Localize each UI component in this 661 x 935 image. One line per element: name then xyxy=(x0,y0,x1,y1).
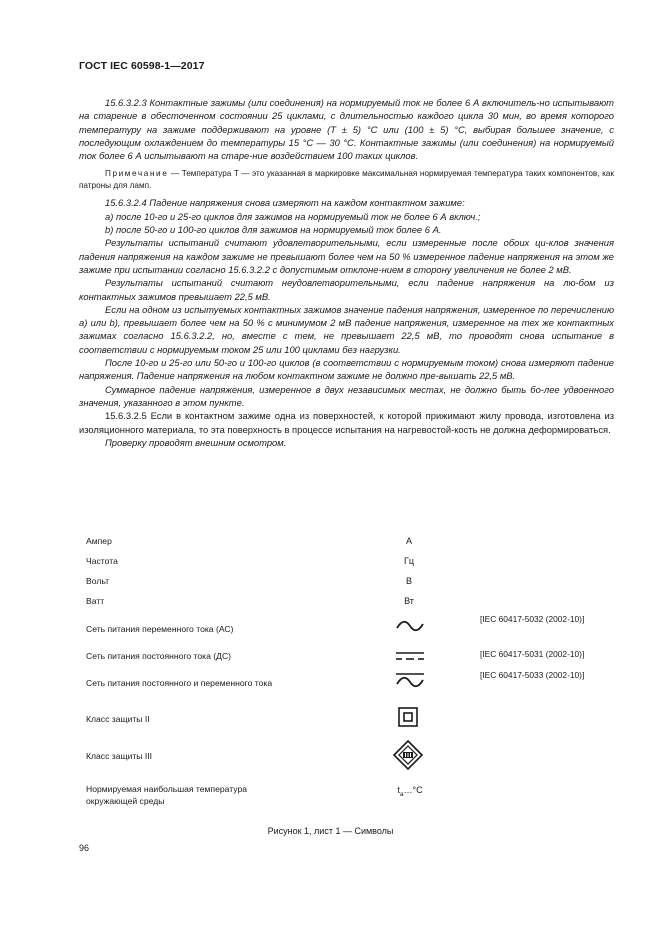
body-text xyxy=(79,96,614,449)
paragraph-results-fail: Результаты испытаний считают неудовлетворительными, если падение напряжения на лю-бом из контактных зажимов превышает 22,5 мВ. xyxy=(79,277,614,302)
ac-wave-icon xyxy=(395,619,425,633)
symbol-label-ampere: Ампер xyxy=(86,536,112,546)
list-item-b: b) после 50-го и 100-го циклов для зажимов на нормируемый ток более 6 А. xyxy=(105,224,442,236)
paragraph-15-6-3-2-3: 15.6.3.2.3 Контактные зажимы (или соединения) на нормируемый ток не более 6 А включитель-но испытывают на старение в обесточенном состоянии 25 циклами, с длительностью каждого цикла 30 мин, во время которого температуру на зажиме поддерживают на уровне (T ± 5) °C или (100 ± 5) °C, выбирая большее значение, с последующим охлаждением до температуры 15 °C — 30 °C. Контактные зажимы (или соединения) на нормируемый ток более 6 А испытывают на старе-ние воздействием 100 таких циклов. xyxy=(79,97,614,162)
symbol-label-ambient-temp xyxy=(86,783,247,807)
paragraph-15-6-3-2-5: 15.6.3.2.5 Если в контактном зажиме одна из поверхностей, к которой прижимают жилу провода, изготовлена из изоляционного материала, то эта поверхность в процессе испытания на нагревостой-кость не должна деформироваться. xyxy=(79,410,614,435)
symbol-ampere: А xyxy=(405,536,412,546)
dc-lines-icon xyxy=(395,649,425,663)
symbol-label-dc: Сеть питания постоянного тока (ДС) xyxy=(86,651,232,661)
symbol-ambient-temp xyxy=(385,784,435,801)
paragraph-results-ok: Результаты испытаний считают удовлетворительными, если измеренные после обоих ци-клов значения падения напряжения на каждом зажиме не превышают более чем на 50 % измеренное падение напряжения на этом же зажиме при испытании согласно 15.6.3.2.2 с допустимым отклоне-нием в сторону увеличения не более 2 мВ. xyxy=(79,237,614,275)
iec-ref-5032: [IEC 60417-5032 (2002-10)] xyxy=(480,614,585,624)
iec-ref-5033: [IEC 60417-5033 (2002-10)] xyxy=(480,670,585,680)
symbol-label-class-iii: Класс защиты III xyxy=(86,751,153,761)
paragraph-after-cycles: После 10-го и 25-го или 50-го и 100-го циклов (в соответствии с нормируемым током) снова измеряют падение напряжения. Падение напряжения на любом контактном зажиме не должно пре-вышать 22,5 мВ. xyxy=(79,357,614,382)
figure-caption: Рисунок 1, лист 1 — Символы xyxy=(267,826,394,836)
symbol-label-ac: Сеть питания переменного тока (АС) xyxy=(86,624,234,634)
ac-dc-icon xyxy=(395,671,425,689)
symbol-volt: В xyxy=(405,576,412,586)
paragraph-total-drop: Суммарное падение напряжения, измеренное в двух независимых местах, не должно быть бо-лее удвоенного значения, указанного в этом пункте. xyxy=(79,383,614,408)
symbol-watt: Вт xyxy=(404,596,414,606)
double-square-icon xyxy=(398,707,418,727)
ta-unit: …°C xyxy=(403,785,423,795)
symbol-label-watt: Ватт xyxy=(86,596,105,606)
ambient-temp-line1: Нормируемая наибольшая температура xyxy=(86,784,248,794)
iec-ref-5031: [IEC 60417-5031 (2002-10)] xyxy=(480,649,585,659)
document-header: ГОСТ IEC 60598-1—2017 xyxy=(79,60,205,72)
list-item-a: а) после 10-го и 25-го циклов для зажимов на нормируемый ток не более 6 А включ.; xyxy=(105,210,481,222)
symbol-hertz: Гц xyxy=(403,556,415,566)
symbol-label-frequency: Частота xyxy=(86,556,118,566)
diamond-iii-icon xyxy=(393,740,423,770)
paragraph-inspection: Проверку проводят внешним осмотром. xyxy=(105,436,287,448)
note-label: Примечание xyxy=(105,169,169,179)
symbol-label-volt: Вольт xyxy=(86,576,110,586)
paragraph-retest: Если на одном из испытуемых контактных зажимов значение падения напряжения, измеренное по перечислению а) или b), превышает более чем на 50 % с минимумом 2 мВ падение напряжения, измеренное на тех же контактных зажимах согласно 15.6.3.2.2, но, вместе с тем, не превышает 22,5 мВ, то проводят снова испытание в соответствии с нормируемым током 25 или 100 циклами без нагрузки. xyxy=(79,303,614,355)
ta-t: t xyxy=(397,785,400,795)
paragraph-15-6-3-2-4: 15.6.3.2.4 Падение напряжения снова измеряют на каждом контактном зажиме: xyxy=(105,197,465,209)
note xyxy=(79,168,614,191)
symbol-label-ac-dc: Сеть питания постоянного и переменного тока xyxy=(86,678,273,688)
page-number: 96 xyxy=(79,843,90,853)
symbol-label-class-ii: Класс защиты II xyxy=(86,714,150,724)
ambient-temp-line2: окружающей среды xyxy=(86,796,165,806)
ta-subscript: a xyxy=(399,790,404,798)
note-text: — Температура T — это указанная в маркировке максимальная нормируемая температура таких компонентов, как патроны для ламп. xyxy=(79,169,614,190)
